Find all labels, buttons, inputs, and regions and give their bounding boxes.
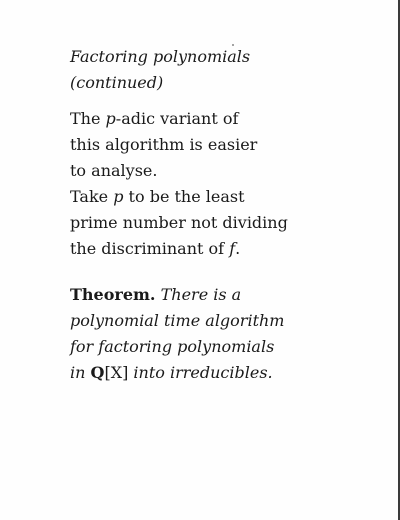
slide-title — [70, 44, 250, 96]
title-line-1: Factoring polynomials — [70, 47, 251, 66]
theorem-block — [70, 282, 284, 386]
paragraph1-text: -adic variant of — [115, 109, 239, 128]
variable-p: p — [105, 109, 116, 128]
paragraph-choose-p — [70, 184, 288, 262]
paragraph1-line-1 — [70, 106, 257, 132]
theorem-text: in — [70, 363, 91, 382]
rationals-symbol: Q — [90, 363, 105, 382]
theorem-line-1 — [70, 282, 284, 308]
paragraph2-line-2: prime number not dividing — [70, 213, 288, 232]
paragraph1-line-2: this algorithm is easier — [70, 135, 258, 154]
paragraph2-text: . — [235, 239, 241, 258]
theorem-line-2: polynomial time algorithm — [70, 311, 285, 330]
theorem-text: into irreducibles. — [128, 363, 273, 382]
paragraph2-text: Take — [70, 187, 114, 206]
theorem-line-3: for factoring polynomials — [70, 337, 275, 356]
theorem-heading: Theorem. — [70, 285, 156, 304]
paragraph1-line-3: to analyse. — [70, 161, 158, 180]
theorem-line-4 — [70, 360, 284, 386]
paragraph-padic — [70, 106, 257, 184]
paragraph2-line-3 — [70, 236, 288, 262]
polynomial-ring-bracket: [X] — [104, 363, 129, 382]
title-line-2: (continued) — [70, 73, 164, 92]
paragraph2-line-1 — [70, 184, 288, 210]
theorem-text: There is a — [160, 285, 242, 304]
paragraph1-text: The — [70, 109, 106, 128]
variable-p: p — [113, 187, 124, 206]
paragraph2-text: to be the least — [123, 187, 245, 206]
variable-f: f — [229, 239, 236, 258]
paragraph2-text: the discriminant of — [70, 239, 230, 258]
